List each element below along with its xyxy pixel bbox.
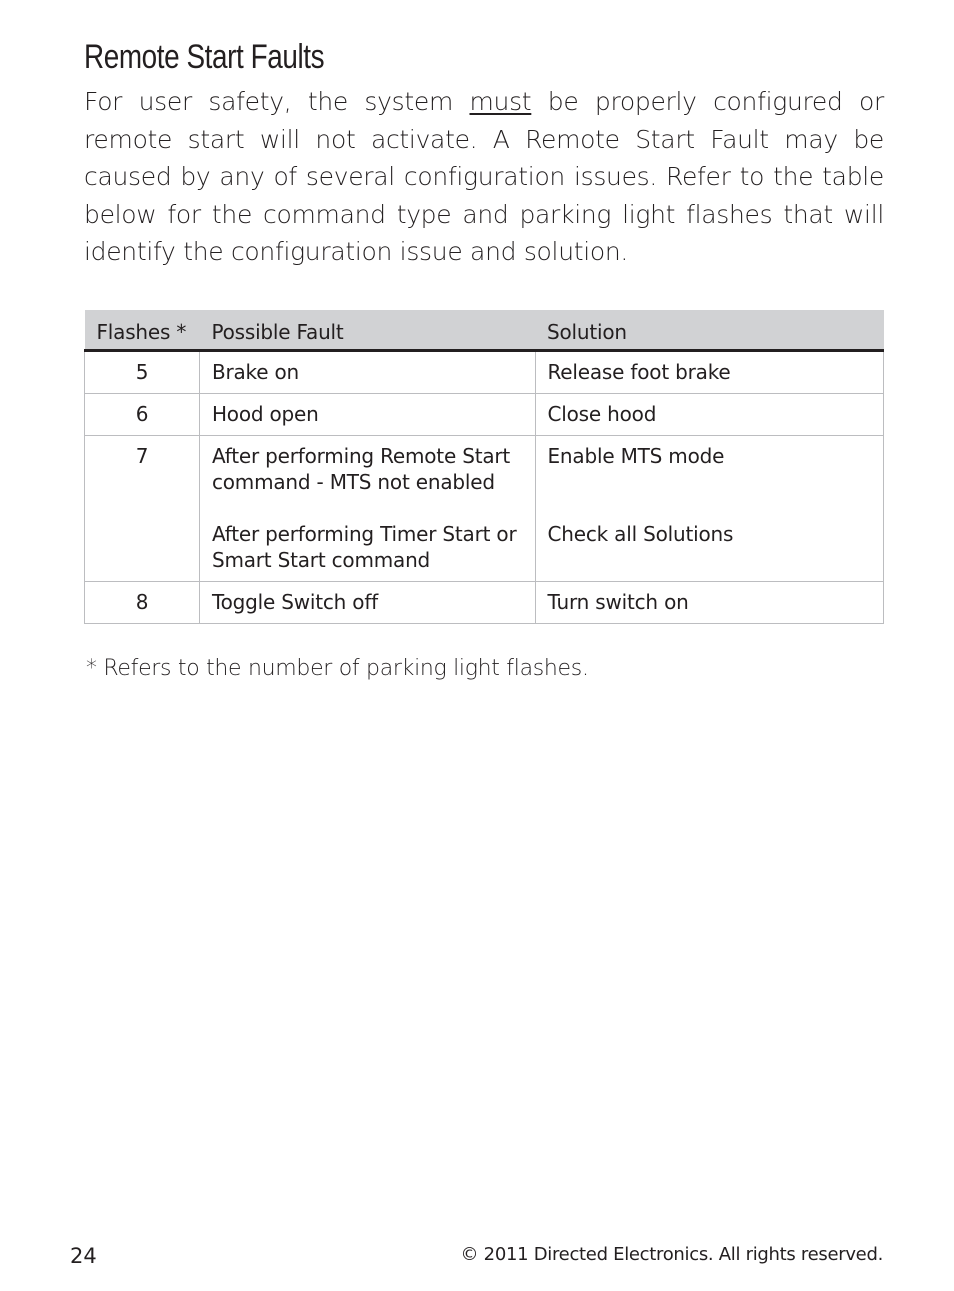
intro-text-after: be properly configured or remote start will not activate. A Remote Start Fault may be caused by any of several configuration issues. Refer to the table below for the command type and parking light flashes that will identify the configuration issue and solution. [84,87,885,266]
header-possible-fault: Possible Fault [199,310,535,350]
fault-cell [199,435,535,581]
intro-emphasis: must [469,87,532,116]
intro-text-before: For user safety, the system [84,87,470,116]
solution-cell [535,435,884,581]
flashes-cell: 6 [85,393,200,435]
table-row [85,435,884,581]
flashes-cell: 8 [85,581,200,623]
table-footnote: * Refers to the number of parking light flashes. [86,656,589,681]
solution-line: Check all Solutions [547,521,734,546]
intro-paragraph [84,83,884,271]
page-title: Remote Start Faults [84,38,325,76]
solution-cell: Turn switch on [535,581,884,623]
header-solution: Solution [535,310,884,350]
fault-line: After performing Remote Start [211,443,511,468]
solution-cell: Release foot brake [535,350,884,393]
solution-cell: Close hood [535,393,884,435]
fault-table [84,310,884,624]
fault-line: Smart Start command [211,547,431,572]
flashes-cell: 7 [85,435,200,581]
page-number: 24 [70,1244,97,1268]
fault-cell: Brake on [199,350,535,393]
copyright-notice: © 2011 Directed Electronics. All rights reserved. [460,1244,883,1265]
fault-line: After performing Timer Start or [211,521,517,546]
solution-line: Enable MTS mode [547,443,725,468]
table-row [85,350,884,393]
table-row [85,581,884,623]
header-flashes: Flashes * [85,310,200,350]
fault-line: command - MTS not enabled [211,469,495,494]
flashes-cell: 5 [85,350,200,393]
table-header-row [85,310,884,350]
fault-cell: Hood open [199,393,535,435]
fault-cell: Toggle Switch off [199,581,535,623]
table-row [85,393,884,435]
